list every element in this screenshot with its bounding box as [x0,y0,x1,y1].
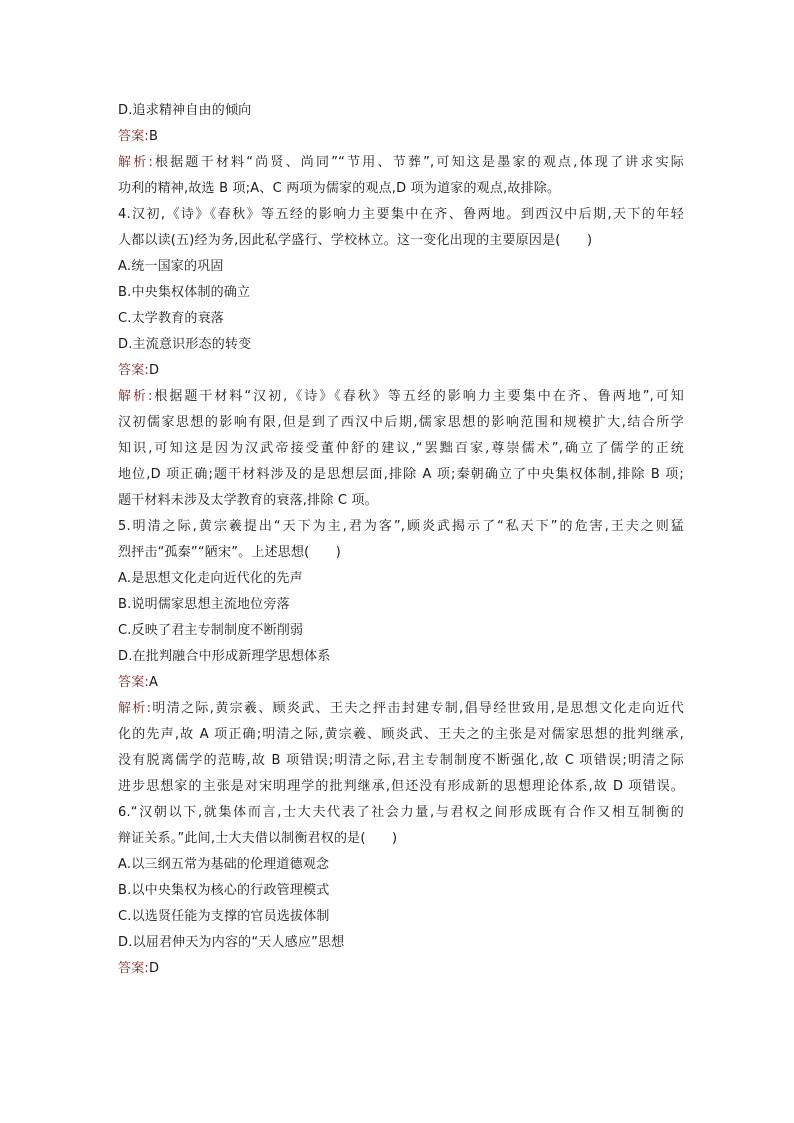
q4-stem-line: 4.汉初,《诗》《春秋》等五经的影响力主要集中在齐、鲁两地。到西汉中后期,天下的年轻 [118,207,684,222]
q6-answer [118,956,684,982]
q5-stem-line: 烈抨击“孤秦”“陋宋”。上述思想( ) [118,545,342,560]
q4-option-c: C.太学教育的衰落 [118,311,225,326]
q5-analysis-line: 解析:明清之际,黄宗羲、顾炎武、王夫之抨击封建专制,倡导经世致用,是思想文化走向近代 [118,701,684,716]
q4-analysis-line: 解析:根据题干材料“汉初,《诗》《春秋》等五经的影响力主要集中在齐、鲁两地”,可知 [118,389,685,404]
q4-answer [118,358,684,384]
q5-analysis-line: 进步思想家的主张是对宋明理学的批判继承,但还没有形成新的思想理论体系,故 D 项错误。 [118,779,684,794]
q4-analysis-line: 知识,可知这是因为汉武帝接受董仲舒的建议,“罢黜百家,尊崇儒术”,确立了儒学的正统 [118,441,684,456]
q5-option-c: C.反映了君主专制制度不断削弱 [118,623,304,638]
q5-stem-line: 5.明清之际,黄宗羲提出“天下为主,君为客”,顾炎武揭示了“私天下”的危害,王夫之则猛 [118,519,684,534]
q4-option-a: A.统一国家的巩固 [118,259,224,274]
q6-option-d: D.以屈君伸天为内容的“天人感应”思想 [118,935,345,950]
document-page [118,98,684,982]
q6-option-b: B.以中央集权为核心的行政管理模式 [118,883,330,898]
answer-label: 答案: [118,675,149,690]
q4-analysis-line: 地位,D 项正确;题干材料涉及的是思想层面,排除 A 项;秦朝确立了中央集权体制,排除 B 项; [118,467,684,482]
answer-label: 答案: [118,363,149,378]
q6-stem-line: 6.“汉朝以下,就集体而言,士大夫代表了社会力量,与君权之间形成既有合作又相互制衡的 [118,805,684,820]
q5-answer [118,670,684,696]
analysis-label: 解析: [118,389,153,404]
q6-stem-line: 辩证关系。”此间,士大夫借以制衡君权的是( ) [118,831,398,846]
answer-value: D [148,961,160,976]
q5-analysis-line: 化的先声,故 A 项正确;明清之际,黄宗羲、顾炎武、王夫之的主张是对儒家思想的批判继承, [118,727,684,742]
q3-answer [118,124,684,150]
q5-analysis-line: 没有脱离儒学的范畴,故 B 项错误;明清之际,君主专制制度不断强化,故 C 项错误;明清之际 [118,753,684,768]
q4-stem-line: 人都以读(五)经为务,因此私学盛行、学校林立。这一变化出现的主要原因是( ) [118,233,593,248]
answer-value: D [148,363,160,378]
answer-value: B [148,129,159,144]
q5-option-b: B.说明儒家思想主流地位旁落 [118,597,290,612]
q5-option-d: D.在批判融合中形成新理学思想体系 [118,649,331,664]
q4-analysis-line: 题干材料未涉及太学教育的衰落,排除 C 项。 [118,493,378,508]
answer-label: 答案: [118,129,149,144]
q3-option-d: D.追求精神自由的倾向 [118,103,252,118]
analysis-label: 解析: [118,701,152,716]
q6-option-c: C.以选贤任能为支撑的官员选拔体制 [118,909,330,924]
q4-analysis-line: 汉初儒家思想的影响有限,但是到了西汉中后期,儒家思想的影响范围和规模扩大,结合所学 [118,415,684,430]
answer-value: A [148,675,159,690]
q4-option-d: D.主流意识形态的转变 [118,337,252,352]
q3-analysis-line: 功利的精神,故选 B 项;A、C 两项为儒家的观点,D 项为道家的观点,故排除。 [118,181,561,196]
q5-option-a: A.是思想文化走向近代化的先声 [118,571,303,586]
q6-option-a: A.以三纲五常为基础的伦理道德观念 [118,857,330,872]
q3-analysis-line: 解析:根据题干材料“尚贤、尚同”“节用、节葬”,可知这是墨家的观点,体现了讲求实际 [118,155,684,170]
analysis-label: 解析: [118,155,153,170]
q4-option-b: B.中央集权体制的确立 [118,285,251,300]
answer-label: 答案: [118,961,149,976]
